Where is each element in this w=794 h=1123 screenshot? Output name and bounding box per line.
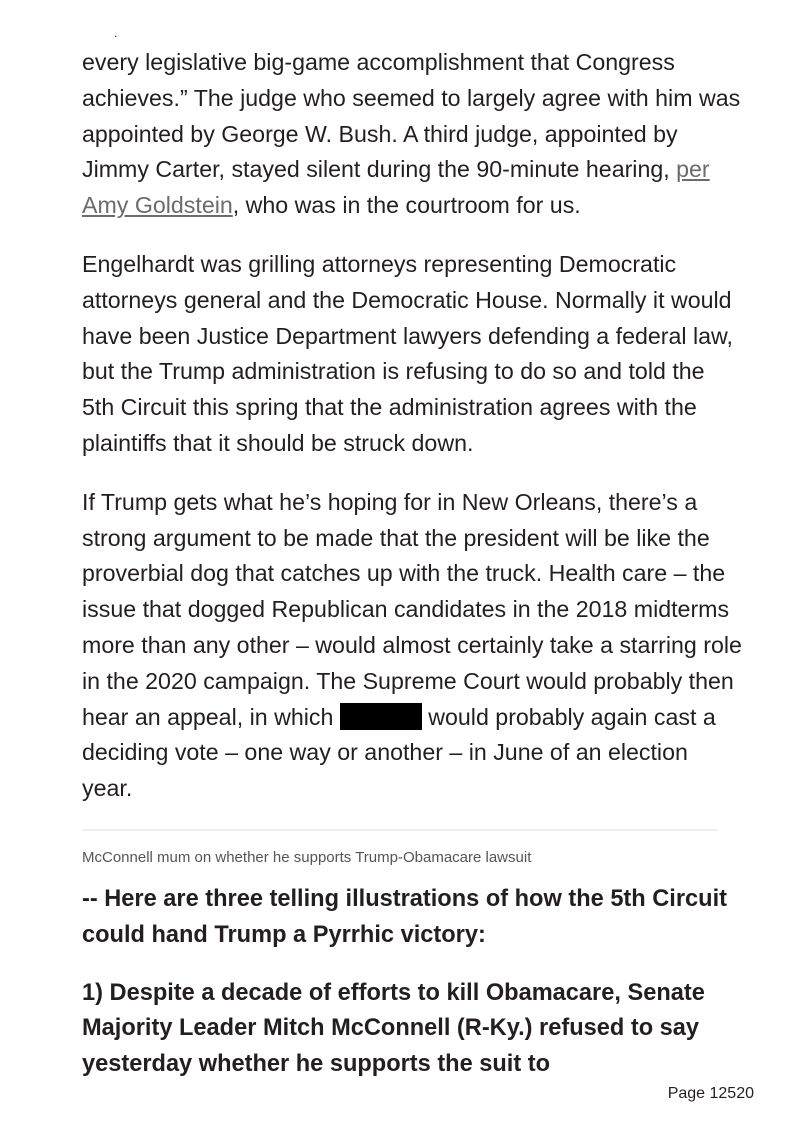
paragraph-new-orleans-tail: would probably again cast a deciding vote – one way or another – in June of an election year. (82, 703, 716, 802)
redaction-box (340, 703, 422, 730)
article-body (82, 45, 742, 1083)
paragraph-judges (82, 45, 742, 224)
bold-point-1: 1) Despite a decade of efforts to kill Obamacare, Senate Majority Leader Mitch McConnell (R-Ky.) refused to say yesterday whether he supports the suit to (82, 979, 705, 1078)
paragraph-judges-tail: , who was in the courtroom for us. (232, 192, 581, 219)
paragraph-engelhardt: Engelhardt was grilling attorneys representing Democratic attorneys general and the Democratic House. Normally it would have been Justice Department lawyers defending a federal law, but the Trump administration is refusing to do so and told the 5th Circuit this spring that the administration agrees with the plaintiffs that it should be struck down. (82, 250, 733, 456)
paragraph-judges-text: every legislative big-game accomplishment that Congress achieves.” The judge who seemed to largely agree with him was appointed by George W. Bush. A third judge, appointed by Jimmy Carter, stayed silent during the 90-minute hearing, (82, 49, 741, 183)
video-caption: McConnell mum on whether he supports Trump-Obamacare lawsuit (82, 848, 532, 866)
paragraph-new-orleans-text: If Trump gets what he’s hoping for in New Orleans, there’s a strong argument to be made that the president will be like the proverbial dog that catches up with the truck. Health care – the issue that dogged Republican candidates in the 2018 midterms more than any other – would almost certainly take a starring role in the 2020 campaign. The Supreme Court would probably then hear an appeal, in which (82, 488, 742, 730)
paragraph-new-orleans (82, 485, 742, 807)
amy-goldstein-link[interactable]: per Amy Goldstein (82, 156, 710, 219)
page-number: Page 12520 (667, 1085, 754, 1102)
bold-intro-heading: -- Here are three telling illustrations of how the 5th Circuit could hand Trump a Pyrrhic victory: (82, 885, 727, 948)
page-dot-mark: . (114, 26, 118, 40)
video-divider (82, 829, 718, 831)
